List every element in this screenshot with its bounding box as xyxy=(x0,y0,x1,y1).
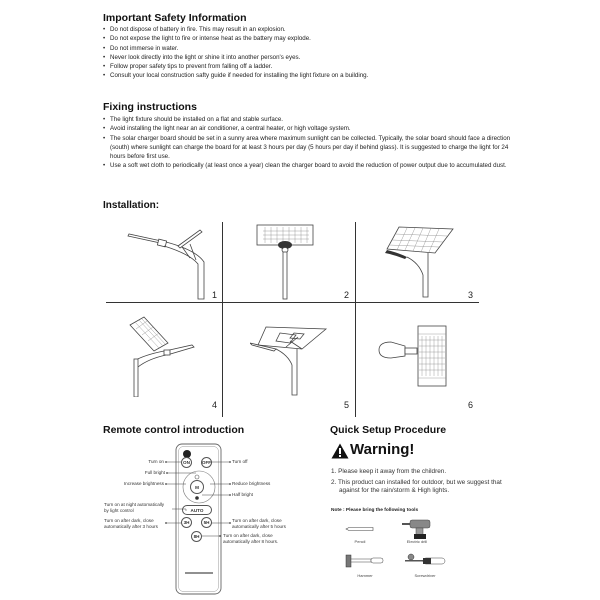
tool-label: Hammer xyxy=(357,573,373,578)
3h-button[interactable]: 3H xyxy=(181,517,192,528)
fixing-heading: Fixing instructions xyxy=(103,101,197,113)
safety-item: • Follow proper safety tips to prevent from falling off a ladder. xyxy=(103,62,513,71)
reduce-brightness-label: Reduce brightness xyxy=(232,481,271,486)
step-number: 4 xyxy=(212,400,218,410)
warning-item: 1. Please keep it away from the children. xyxy=(331,468,447,475)
streetlight-front-view-icon xyxy=(255,222,325,300)
fixing-item: • The solar charger board should be set in a sunny area where maximum sunlight can be collected. Typically, the solar board should face a direction (south) where sunlight can charge the board for at least 3 hours per day (5 hours per day if behind glass). It is suggested to charge the light for 24 hours before first use. xyxy=(103,134,511,162)
streetlight-assembled-icon xyxy=(120,222,218,300)
step-number: 5 xyxy=(344,400,350,410)
fixing-item: • The light fixture should be installed on a flat and stable surface. xyxy=(103,115,511,124)
step-number: 3 xyxy=(468,290,474,300)
half-bright-label: Half bright xyxy=(232,492,253,497)
quick-setup-heading: Quick Setup Procedure xyxy=(330,424,447,436)
auto-label: Turn on at night automatically by light control xyxy=(104,502,165,513)
installation-divider-vertical xyxy=(355,222,356,417)
turn-on-label: Turn on xyxy=(148,459,164,464)
tool-label: Electric drill xyxy=(406,539,428,544)
streetlight-panel-mounted-icon xyxy=(385,225,465,300)
step-number: 2 xyxy=(344,290,350,300)
lamp-head-and-panel-icon xyxy=(375,324,460,390)
fixing-item: • Use a soft wet cloth to periodically (at least once a year) clean the charger board to avoid the reduction of power output due to accumulated dust. xyxy=(103,161,511,170)
remote-heading: Remote control introduction xyxy=(103,424,245,436)
installation-heading: Installation: xyxy=(103,200,160,211)
tool-label: Screwdriver xyxy=(414,573,436,578)
installation-divider-horizontal xyxy=(106,302,479,303)
full-bright-label: Full bright xyxy=(144,470,165,475)
auto-button[interactable]: AUTO xyxy=(182,505,212,515)
tools-note: Note : Please bring the following tools xyxy=(331,508,419,513)
increase-brightness-label: Increase brightness xyxy=(123,481,164,486)
mode-button[interactable]: M xyxy=(190,480,204,494)
step-number: 6 xyxy=(468,400,474,410)
step-number: 1 xyxy=(212,290,218,300)
8h-label: Turn on after dark, close automatically after 8 hours. xyxy=(223,533,279,544)
5h-button[interactable]: 5H xyxy=(201,517,212,528)
safety-item: • Do not immerse in water. xyxy=(103,44,513,53)
safety-item: • Do not expose the light to fire or intense heat as the battery may explode. xyxy=(103,34,513,43)
tool-label: Pencil xyxy=(354,539,366,544)
safety-item: • Do not dispose of battery in fire. This may result in an explosion. xyxy=(103,25,513,34)
warning-title: Warning! xyxy=(350,441,415,458)
safety-list xyxy=(103,25,513,81)
warning-list xyxy=(331,468,511,497)
pencil-icon xyxy=(345,526,375,532)
off-button[interactable]: OFF xyxy=(201,457,212,468)
fixing-list xyxy=(103,115,511,171)
streetlight-side-panel-icon xyxy=(122,315,212,397)
on-button[interactable]: ON xyxy=(181,457,192,468)
warning-item: 2. This product can installed for outdoor, but we suggest that against for the rain/storm & High lights. xyxy=(331,478,502,494)
fixing-item: • Avoid installing the light near an air conditioner, a central heater, or high voltage system. xyxy=(103,124,511,133)
screwdriver-icon xyxy=(405,553,447,567)
safety-item: • Consult your local construction safty guide if needed for installing the light fixture on a building. xyxy=(103,71,513,80)
streetlight-panel-back-icon xyxy=(250,325,340,397)
8h-button[interactable]: 8H xyxy=(191,531,202,542)
3h-label: Turn on after dark, close automatically after 3 hours xyxy=(104,518,158,529)
safety-heading: Important Safety Information xyxy=(103,12,247,24)
safety-item: • Never look directly into the light or shine it into another person's eyes. xyxy=(103,53,513,62)
5h-label: Turn on after dark, close automatically after 5 hours xyxy=(232,518,286,529)
warning-icon xyxy=(331,443,349,459)
hammer-icon xyxy=(345,553,385,569)
turn-off-label: Turn off xyxy=(232,459,248,464)
electric-drill-icon xyxy=(402,518,432,540)
installation-divider-vertical xyxy=(222,222,223,417)
